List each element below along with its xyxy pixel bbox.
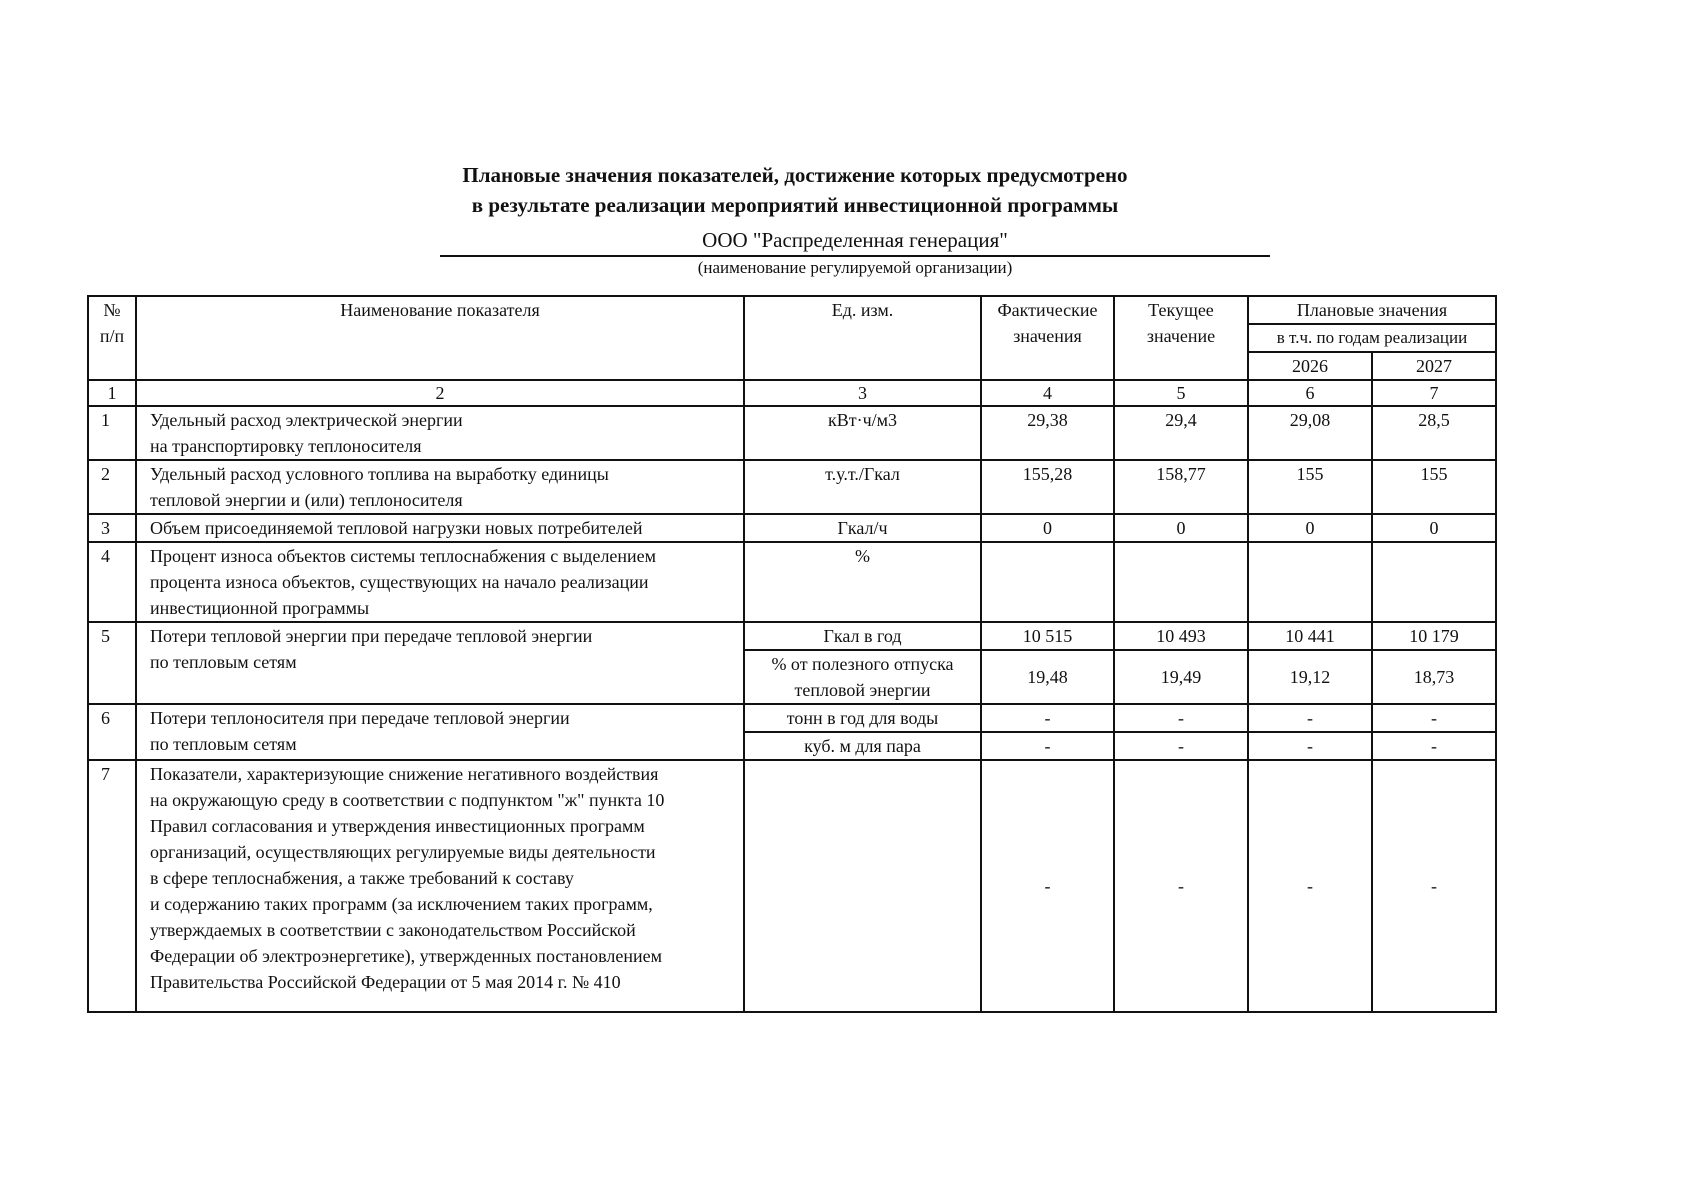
table-row [88, 514, 1496, 542]
row-actual: 10 515 [981, 622, 1114, 650]
column-number: 7 [1372, 380, 1496, 406]
row-2026: - [1248, 732, 1372, 760]
row-actual: 29,38 [981, 406, 1114, 460]
row-current: - [1114, 704, 1248, 732]
row-name: Удельный расход электрической энергии на транспортировку теплоносителя [136, 406, 744, 460]
indicators-table [87, 295, 1497, 1013]
header-year-2026: 2026 [1248, 352, 1372, 380]
row-2026: 10 441 [1248, 622, 1372, 650]
row-name: Процент износа объектов системы теплоснабжения с выделением процента износа объектов, существующих на начало реализации инвестиционной программы [136, 542, 744, 622]
header-planned: Плановые значения [1248, 296, 1496, 324]
header-year-2027: 2027 [1372, 352, 1496, 380]
row-number: 4 [88, 542, 136, 622]
row-actual: 19,48 [981, 650, 1114, 704]
row-2027: 0 [1372, 514, 1496, 542]
row-2026: - [1248, 760, 1372, 1012]
column-number: 3 [744, 380, 981, 406]
column-number: 5 [1114, 380, 1248, 406]
header-number: № п/п [88, 296, 136, 380]
row-actual: - [981, 732, 1114, 760]
row-actual: - [981, 704, 1114, 732]
row-2027: 10 179 [1372, 622, 1496, 650]
table-row [88, 704, 1496, 732]
table-row [88, 460, 1496, 514]
row-2027: 155 [1372, 460, 1496, 514]
row-2026: 19,12 [1248, 650, 1372, 704]
table-row [88, 622, 1496, 650]
row-actual: - [981, 760, 1114, 1012]
row-2026: 155 [1248, 460, 1372, 514]
title-line-1: Плановые значения показателей, достижение которых предусмотрено [462, 163, 1128, 187]
row-name: Показатели, характеризующие снижение негативного воздействия на окружающую среду в соответствии с подпунктом "ж" пункта 10 Правил согласования и утверждения инвестиционных программ организаций, осуществляющих регулируемые виды деятельности в сфере теплоснабжения, а также требований к составу и содержанию таких программ (за исключением таких программ, утверждаемых в соответствии с законодательством Российской Федерации об электроэнергетике), утвержденных постановлением Правительства Российской Федерации от 5 мая 2014 г. № 410 [136, 760, 744, 1012]
row-unit: % [744, 542, 981, 622]
row-unit: кВт·ч/м3 [744, 406, 981, 460]
row-2026 [1248, 542, 1372, 622]
row-2027: - [1372, 704, 1496, 732]
organization-caption: (наименование регулируемой организации) [697, 258, 1013, 277]
row-2026: - [1248, 704, 1372, 732]
row-unit [744, 760, 981, 1012]
row-unit: куб. м для пара [744, 732, 981, 760]
row-unit: % от полезного отпуска тепловой энергии [744, 650, 981, 704]
row-number: 3 [88, 514, 136, 542]
column-number: 6 [1248, 380, 1372, 406]
row-number: 1 [88, 406, 136, 460]
row-number: 5 [88, 622, 136, 704]
header-actual: Фактические значения [981, 296, 1114, 380]
row-2027 [1372, 542, 1496, 622]
row-2026: 29,08 [1248, 406, 1372, 460]
header-name: Наименование показателя [136, 296, 744, 380]
row-2026: 0 [1248, 514, 1372, 542]
table-row [88, 760, 1496, 1012]
row-actual: 155,28 [981, 460, 1114, 514]
row-name: Потери тепловой энергии при передаче тепловой энергии по тепловым сетям [136, 622, 744, 704]
row-current: - [1114, 760, 1248, 1012]
column-number: 4 [981, 380, 1114, 406]
row-current [1114, 542, 1248, 622]
row-current: 19,49 [1114, 650, 1248, 704]
row-current: - [1114, 732, 1248, 760]
page-title [0, 160, 1590, 220]
organization-name: ООО "Распределенная генерация" [440, 226, 1270, 257]
row-2027: - [1372, 760, 1496, 1012]
row-name: Объем присоединяемой тепловой нагрузки новых потребителей [136, 514, 744, 542]
row-number: 7 [88, 760, 136, 1012]
row-current: 10 493 [1114, 622, 1248, 650]
row-name: Потери теплоносителя при передаче тепловой энергии по тепловым сетям [136, 704, 744, 760]
row-name: Удельный расход условного топлива на выработку единицы тепловой энергии и (или) теплоносителя [136, 460, 744, 514]
row-actual [981, 542, 1114, 622]
row-unit: тонн в год для воды [744, 704, 981, 732]
row-number: 2 [88, 460, 136, 514]
row-2027: - [1372, 732, 1496, 760]
row-current: 158,77 [1114, 460, 1248, 514]
column-number: 2 [136, 380, 744, 406]
title-line-2: в результате реализации мероприятий инвестиционной программы [471, 193, 1119, 217]
header-unit: Ед. изм. [744, 296, 981, 380]
row-current: 0 [1114, 514, 1248, 542]
header-by-years: в т.ч. по годам реализации [1248, 324, 1496, 352]
row-2027: 18,73 [1372, 650, 1496, 704]
row-number: 6 [88, 704, 136, 760]
row-unit: Гкал в год [744, 622, 981, 650]
row-unit: т.у.т./Гкал [744, 460, 981, 514]
header-current: Текущее значение [1114, 296, 1248, 380]
row-2027: 28,5 [1372, 406, 1496, 460]
column-number: 1 [88, 380, 136, 406]
table-row [88, 406, 1496, 460]
row-unit: Гкал/ч [744, 514, 981, 542]
row-actual: 0 [981, 514, 1114, 542]
table-row [88, 542, 1496, 622]
row-current: 29,4 [1114, 406, 1248, 460]
